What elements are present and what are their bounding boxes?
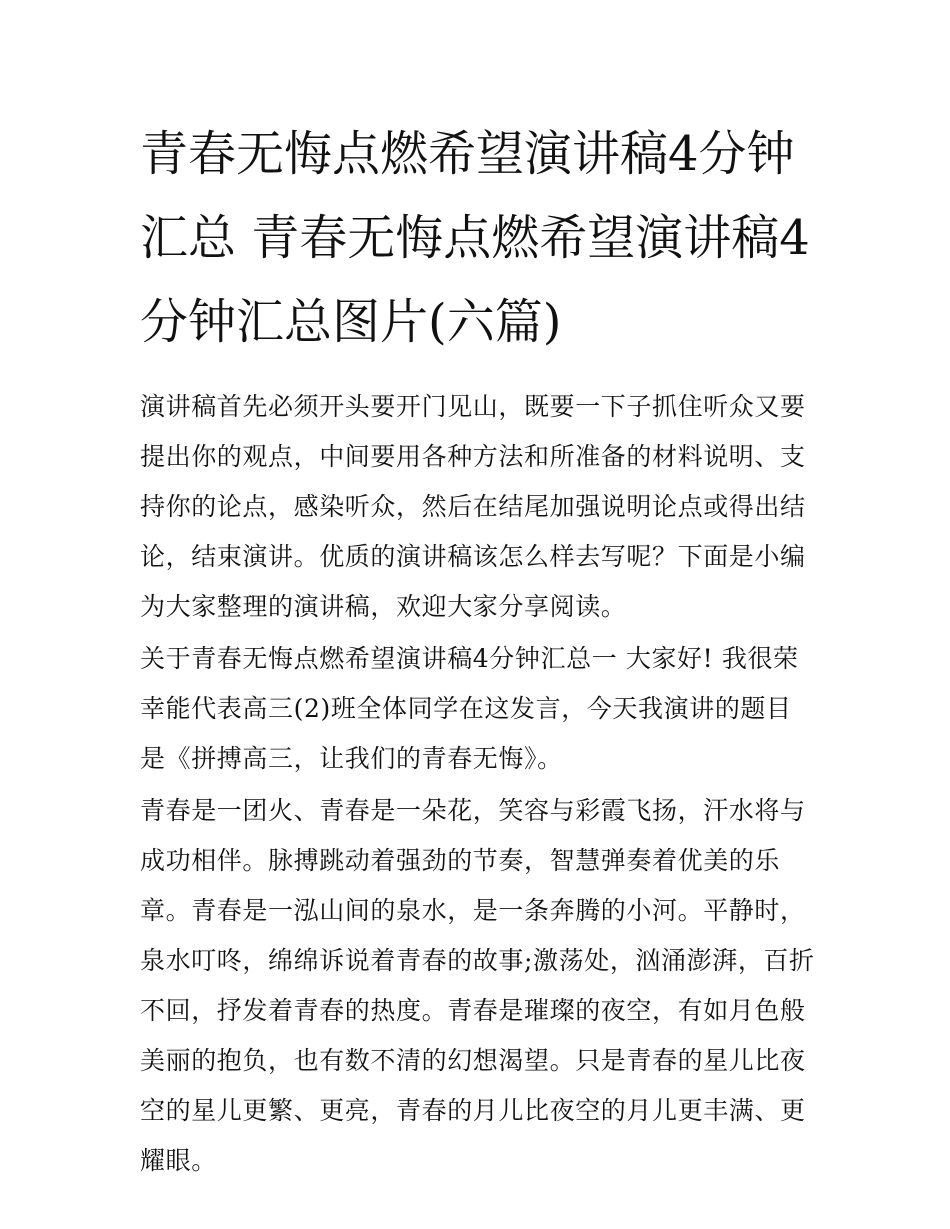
youth-paragraph: 青春是一团火、青春是一朵花，笑容与彩霞飞扬，汗水将与成功相伴。脉搏跳动着强劲的节奏，智慧弹奏着优美的乐章。青春是一泓山间的泉水，是一条奔腾的小河。平静时，泉水叮咚，绵绵诉说着青春的故事;激荡处，汹涌澎湃，百折不回，抒发着青春的热度。青春是璀璨的夜空，有如月色般美丽的抱负，也有数不清的幻想渴望。只是青春的星儿比夜空的星儿更繁、更亮，青春的月儿比夜空的月儿更丰满、更耀眼。 — [140, 796, 815, 1175]
intro-paragraph: 演讲稿首先必须开头要开门见山，既要一下子抓住听众又要提出你的观点，中间要用各种方法和所准备的材料说明、支持你的论点，感染听众，然后在结尾加强说明论点或得出结论，结束演讲。优质的演讲稿该怎么样去写呢？下面是小编为大家整理的演讲稿，欢迎大家分享阅读。 — [140, 392, 806, 621]
speech-opening-paragraph: 关于青春无悔点燃希望演讲稿4分钟汇总一 大家好! 我很荣幸能代表高三(2)班全体同学在这发言，今天我演讲的题目是《拼搏高三，让我们的青春无悔》。 — [140, 644, 799, 773]
document-title: 青春无悔点燃希望演讲稿4分钟汇总 青春无悔点燃希望演讲稿4分钟汇总图片(六篇) — [140, 126, 810, 350]
document-page — [140, 112, 815, 1186]
